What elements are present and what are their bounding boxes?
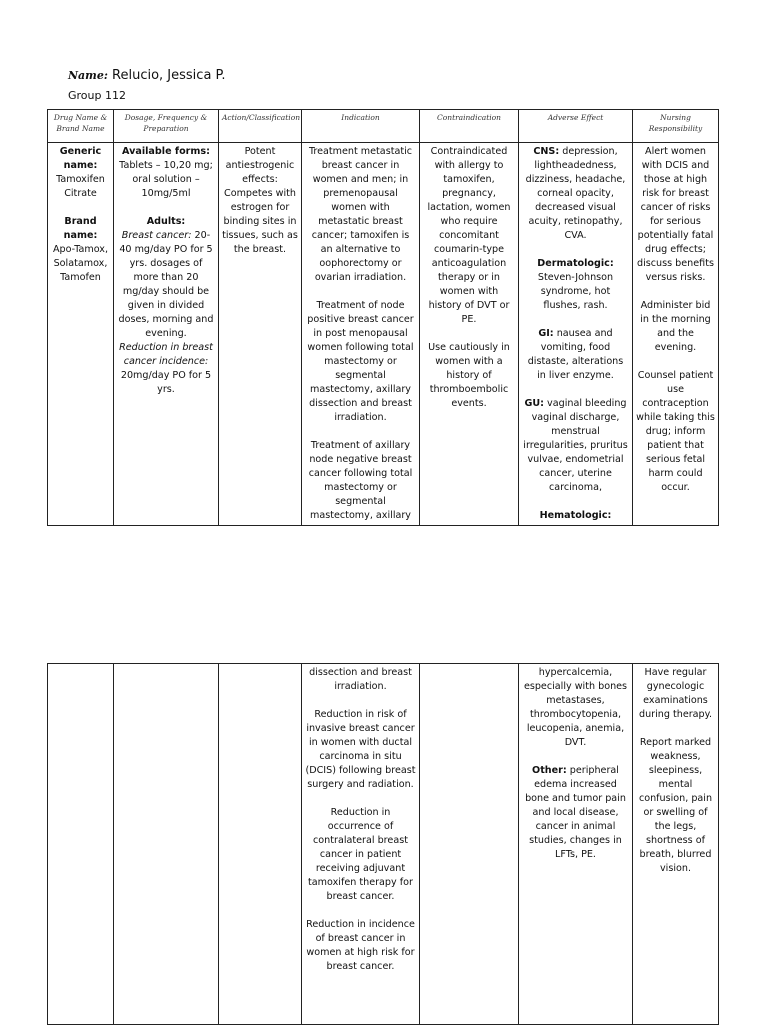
indication-item: Treatment metastatic breast cancer in women and men; in premenopausal women with metastatic breast cancer; tamoxifen is an alternative to oophorectomy or ovarian irradiation. [308, 146, 413, 283]
adverse-effect-cell [519, 143, 633, 526]
student-name [68, 68, 226, 83]
col-header-adverse-effect: Adverse Effect [519, 110, 633, 143]
gu-label: GU: [524, 398, 544, 409]
table-row [48, 664, 719, 1025]
generic-name-label: Generic name: [59, 146, 102, 171]
contraindication-cell [420, 664, 519, 1025]
brand-name-value: Apo-Tamox, Solatamox, Tamofen [52, 244, 109, 283]
gi-value: nausea and vomiting, food distaste, alterations in liver enzyme. [527, 328, 624, 381]
breast-cancer-value: 20-40 mg/day PO for 5 yrs. dosages of more than 20 mg/day should be given in divided doses, morning and evening. [118, 230, 214, 339]
breast-cancer-label: Breast cancer: [121, 230, 192, 241]
table-row [48, 143, 719, 526]
adverse-gi [522, 327, 629, 383]
contraindication-item: Use cautiously in women with a history of thromboembolic events. [428, 342, 510, 409]
cns-label: CNS: [533, 146, 560, 157]
indication-cell [302, 143, 420, 526]
gu-value: vaginal bleeding vaginal discharge, menstrual irregularities, pruritus vulvae, endometrial cancer, uterine carcinoma, [523, 398, 628, 493]
reduction-value: 20mg/day PO for 5 yrs. [120, 370, 212, 395]
dosage-cell [114, 664, 219, 1025]
indication-item: dissection and breast irradiation. [309, 667, 412, 692]
reduction-label: Reduction in breast cancer incidence: [119, 342, 213, 367]
nursing-cell [633, 143, 719, 526]
nursing-item: Alert women with DCIS and those at high risk for breast cancer of risks for serious potentially fatal drug effects; discuss benefits versus risks. [637, 146, 714, 283]
contraindication-cell [420, 143, 519, 526]
drug-name-cell [48, 664, 114, 1025]
adverse-cns [522, 145, 629, 243]
drug-study-table-page-2 [47, 663, 719, 1025]
nursing-item: Administer bid in the morning and the evening. [640, 300, 711, 353]
gi-label: GI: [538, 328, 554, 339]
col-header-nursing: Nursing Responsibility [633, 110, 719, 143]
available-forms-value: Tablets – 10,20 mg; oral solution – 10mg/5ml [119, 160, 213, 199]
col-header-indication: Indication [302, 110, 420, 143]
adverse-gu [522, 397, 629, 495]
action-cell [219, 664, 302, 1025]
indication-cell [302, 664, 420, 1025]
col-header-action: Action/Classification [219, 110, 302, 143]
available-forms-label: Available forms: [122, 146, 210, 157]
name-label: Name: [68, 69, 108, 82]
action-cell [219, 143, 302, 526]
adults-label: Adults: [146, 216, 186, 227]
drug-study-table-page-1 [47, 109, 719, 526]
col-header-contraindication: Contraindication [420, 110, 519, 143]
nursing-item: Report marked weakness, sleepiness, mental confusion, pain or swelling of the legs, shortness of breath, blurred vision. [638, 737, 713, 874]
dermatologic-value: Steven-Johnson syndrome, hot flushes, rash. [537, 272, 614, 311]
indication-item: Reduction in occurrence of contralateral breast cancer in patient receiving adjuvant tamoxifen therapy for breast cancer. [308, 807, 413, 902]
dosage-cell [114, 143, 219, 526]
nursing-item: Counsel patient use contraception while taking this drug; inform patient that serious fetal harm could occur. [636, 370, 715, 493]
adverse-effect-cell [519, 664, 633, 1025]
dermatologic-label: Dermatologic: [537, 258, 614, 269]
group-label: Group 112 [68, 89, 126, 102]
indication-item: Treatment of axillary node negative breast cancer following total mastectomy or segmental mastectomy, axillary [308, 440, 413, 521]
col-header-dosage: Dosage, Frequency & Preparation [114, 110, 219, 143]
brand-name-label: Brand name: [63, 216, 98, 241]
generic-name-value: Tamoxifen Citrate [56, 174, 105, 199]
hematologic-label: Hematologic: [539, 510, 612, 521]
header-row [48, 110, 719, 143]
col-header-drug-name: Drug Name & Brand Name [48, 110, 114, 143]
action-text: Potent antiestrogenic effects: Competes with estrogen for binding sites in tissues, such as the breast. [222, 146, 298, 255]
nursing-item: Have regular gynecologic examinations during therapy. [638, 667, 712, 720]
indication-item: Reduction in risk of invasive breast cancer in women with ductal carcinoma in situ (DCIS) following breast surgery and radiation. [305, 709, 416, 790]
hematologic-value: hypercalcemia, especially with bones metastases, thrombocytopenia, leucopenia, anemia, DVT. [523, 667, 628, 748]
contraindication-item: Contraindicated with allergy to tamoxifen, pregnancy, lactation, women who require concomitant coumarin-type anticoagulation therapy or in women with history of DVT or PE. [427, 146, 511, 325]
other-value: peripheral edema increased bone and tumor pain and local disease, cancer in animal studies, changes in LFTs, PE. [525, 765, 626, 860]
other-label: Other: [532, 765, 567, 776]
drug-name-cell [48, 143, 114, 526]
adverse-other [522, 764, 629, 862]
name-value: Relucio, Jessica P. [112, 68, 226, 83]
cns-value: depression, lightheadedness, dizziness, headache, corneal opacity, decreased visual acuity, retinopathy, CVA. [525, 146, 626, 241]
nursing-cell [633, 664, 719, 1025]
indication-item: Treatment of node positive breast cancer in post menopausal women following total mastectomy or segmental mastectomy, axillary dissection and breast irradiation. [307, 300, 414, 423]
breast-cancer-dosage [117, 229, 215, 341]
indication-item: Reduction in incidence of breast cancer in women at high risk for breast cancer. [306, 919, 415, 972]
